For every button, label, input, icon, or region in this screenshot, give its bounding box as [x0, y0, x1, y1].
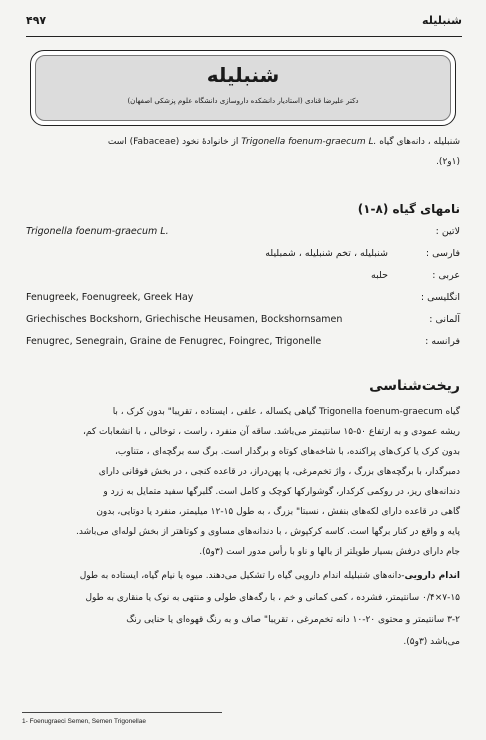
name-label: عربی : [432, 270, 460, 281]
name-value: Griechisches Bockshorn, Griechische Heusamen, Bockshornsamen [26, 314, 343, 325]
page-number: ۴۹۷ [26, 14, 47, 27]
name-row-persian [26, 248, 460, 266]
morphology-line: بدون کرک یا کرک‌های پراکنده، با شاخه‌های کوتاه و برگدار است. برگ سه برگچه‌ای ، متناوب، [114, 447, 460, 457]
article-title: شنبلیله [206, 63, 280, 87]
name-label: فارسی : [425, 248, 460, 259]
name-row-latin [26, 226, 460, 244]
names-heading: نامهای گیاه (۸-۱) [357, 202, 460, 216]
name-label: انگلیسی : [420, 292, 460, 303]
morphology-line: دمبرگدار، با برگچه‌های بزرگ ، واژ تخم‌مرغی، یا پهن‌دراز، در قاعده کنجی ، در بخش فوقانی دارای [98, 467, 460, 477]
drug-organ-lead: اندام دارویی [404, 571, 460, 581]
intro-latin: Trigonella foenum-graecum L. [241, 137, 377, 147]
intro-text-after: از خانوادهٔ نخود (Fabaceae) است [107, 137, 239, 147]
morphology-line: دندانه‌های ریز، در روکمی کرکدار، گوشوارکها کوچک و کامل است. گلبرگها سفید متمایل به زرد و [103, 487, 460, 497]
intro-line-2: (۱و۲). [436, 157, 460, 167]
name-label: فرانسه : [425, 336, 460, 347]
morphology-heading: ریخت‌شناسی [369, 378, 460, 394]
name-value: حلبه [371, 270, 388, 281]
drug-organ-line: ۳-۲ سانتیمتر و محتوی ۲۰-۱۰ دانه تخم‌مرغی ، تقریبا" صاف و به رنگ قهوه‌ای یا حنایی رنگ [126, 615, 460, 625]
header-rule [26, 36, 462, 37]
name-value: Trigonella foenum-graecum L. [26, 226, 169, 237]
title-banner [30, 50, 456, 126]
author-line: دکتر علیرضا قنادی (استادیار دانشکده داروسازی دانشگاه علوم پزشکی اصفهان) [127, 97, 359, 105]
name-value: Fenugrec, Senegrain, Graine de Fenugrec, Foingrec, Trigonelle [26, 336, 322, 347]
morphology-line: ریشه عمودی و به ارتفاع ۵۰-۱۵ سانتیمتر می‌باشد. ساقه آن منفرد ، راست ، توخالی ، با انشعابات کم، [82, 427, 460, 437]
name-value: Fenugreek, Foenugreek, Greek Hay [26, 292, 194, 303]
name-row-french [26, 336, 460, 354]
intro-line-1 [26, 132, 460, 152]
name-row-arabic [26, 270, 460, 288]
name-label: آلمانی : [429, 314, 460, 325]
drug-organ-text: -دانه‌های شنبلیله اندام دارویی گیاه را تشکیل می‌دهند. میوه یا نیام گیاه، ایستاده به طول [79, 571, 405, 581]
running-title: شنبلیله [422, 14, 462, 27]
morphology-line: پایه و واقع در کنار برگها است. کاسه کرکپوش ، با دندانه‌های مساوی و کوتاهتر از بخش لوله‌ای می‌باشد. [76, 527, 460, 537]
morphology-line: جام دارای درفش بسیار طویلتر از بالها و ناو با رأس مدور است (۳و۵). [199, 547, 460, 557]
intro-text-before: شنبلیله ، دانه‌های گیاه [379, 137, 460, 147]
drug-organ-line [26, 566, 460, 586]
name-value: شنبلیله ، تخم شنبلیله ، شمبلیله [265, 248, 388, 259]
morphology-line: گاهی در قاعده دارای لکه‌های بنفش ، نسبتا" بزرگ ، به طول ۱۵-۱۲ میلیمتر، منفرد یا دوتایی، بدون [96, 507, 460, 517]
name-label: لاتین : [435, 226, 460, 237]
page-header [26, 14, 462, 32]
footnote: 1- Foenugraeci Semen, Semen Trigonellae [22, 718, 146, 725]
drug-organ-line: می‌باشد (۳و۵). [403, 637, 460, 647]
morphology-line: گیاه Trigonella foenum-graecum گیاهی یکساله ، علفی ، ایستاده ، تقریبا" بدون کرک ، با [112, 407, 460, 417]
name-row-german [26, 314, 460, 332]
drug-organ-line: ۷-۱۵×۰/۴ سانتیمتر، فشرده ، کمی کمانی و خم ، با رگه‌های طولی و منتهی به نوک یا منقاری به طول [85, 593, 460, 603]
footnote-rule [22, 712, 222, 713]
name-row-english [26, 292, 460, 310]
